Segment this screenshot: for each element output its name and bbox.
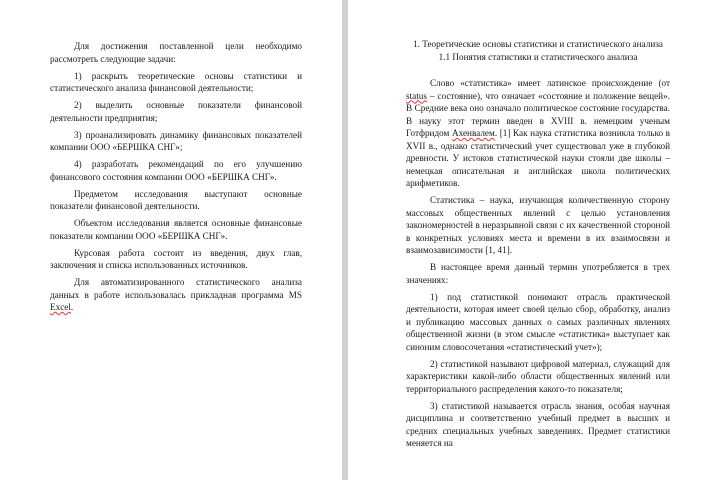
left-page — [0, 0, 335, 480]
chapter-title: 1. Теоретические основы статистики и статистического анализа — [413, 39, 663, 49]
paragraph-definition: Статистика – наука, изучающая количественную сторону массовых общественных явлений с целью установления закономерностей в неразрывной связи с их качественной стороной в конкретных условиях места и времени в их взаимосвязи и взаимозависимости [1, 41]. — [406, 195, 670, 255]
p1-text-c: . [1] Как наука статистика возникла только в XVII в., однако статистический учет существовал уже в глубокой древности. У истоков статистической науки стояли две школы – немецкая описательная и английская школа политических арифметиков. — [406, 128, 670, 188]
task-item: 4) разработать рекомендаций по его улучшению финансового состояния компании ООО «БЕРШКА СНГ». — [50, 159, 302, 182]
section-title: 1.1 Понятия статистики и статистического анализа — [438, 51, 638, 62]
intro-paragraph: Для достижения поставленной цели необходимо рассмотреть следующие задачи: — [50, 41, 302, 64]
page-gap — [342, 0, 348, 480]
subject-paragraph: Предметом исследования выступают основные показатели финансовой деятельности. — [50, 188, 302, 211]
software-name: Excel — [50, 302, 71, 312]
software-paragraph — [50, 276, 302, 314]
p1-name-word: Ахенвалем — [451, 128, 495, 138]
paragraph-etymology — [406, 77, 670, 190]
right-page — [356, 0, 720, 480]
p1-text-a: Слово «статистика» имеет латинское происхождение (от — [430, 78, 670, 88]
meaning-item: 2) статистикой называют цифровой материал, служащий для характеристики какой-либо области общественных явлений или территориального распределения какого-то показателя; — [406, 358, 670, 394]
right-page-content — [406, 38, 670, 450]
p1-status-word: status — [406, 90, 427, 101]
task-item: 3) проанализировать динамику финансовых показателей компании ООО «БЕРШКА СНГ»; — [50, 129, 302, 152]
task-item: 1) раскрыть теоретические основы статистики и статистического анализа финансовой деятельности; — [50, 70, 302, 93]
software-suffix: . — [70, 302, 74, 312]
paragraph-meanings-intro: В настоящее время данный термин употребляется в трех значениях: — [406, 262, 670, 285]
structure-paragraph: Курсовая работа состоит из введения, двух глав, заключения и списка использованных источников. — [50, 247, 302, 270]
meaning-item: 3) статистикой называется отрасль знания, особая научная дисциплина и соответственно учебный предмет в высших и средних специальных учебных заведениях. Предмет статистики меняется на — [406, 400, 670, 448]
object-paragraph: Объектом исследования является основные финансовые показатели компании ООО «БЕРШКА СНГ». — [50, 218, 302, 241]
meaning-item: 1) под статистикой понимают отрасль практической деятельности, которая имеет своей целью сбор, обработку, анализ и публикацию массовых данных о самых различных явлениях общественной жизни (в этом смысле «статистика» выступает как синоним словосочетания «статистический учет»); — [406, 291, 670, 352]
task-item: 2) выделить основные показатели финансовой деятельности предприятия; — [50, 100, 302, 123]
left-page-content — [50, 40, 302, 314]
p1-text-b: – состояние), что означает «состояние и положение вещей». В Средние века оно означало политическое состояние государства. В науку этот термин введен в XVIII в. немецким ученым Готфридом — [406, 90, 670, 138]
software-text: Для автоматизированного статистического анализа данных в работе использовалась прикладная программа MS — [50, 277, 302, 300]
